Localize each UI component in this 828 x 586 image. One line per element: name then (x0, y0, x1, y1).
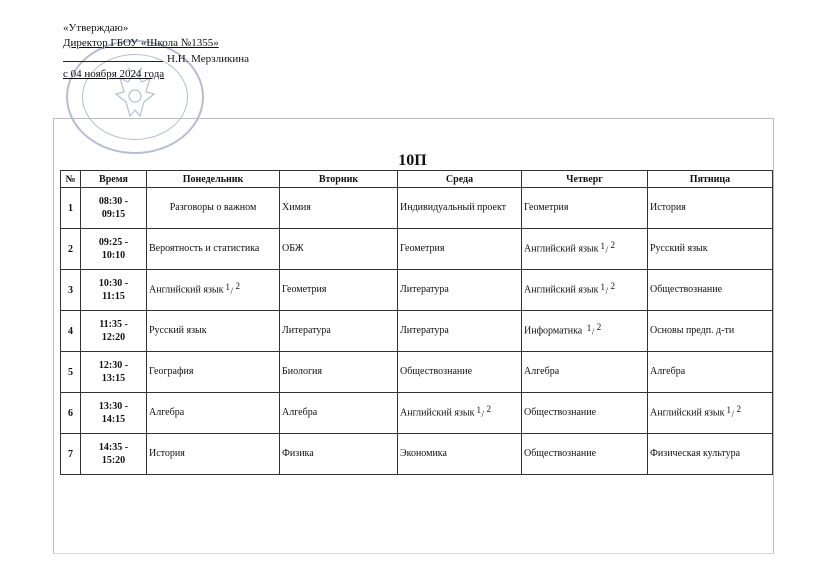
header-wednesday: Среда (398, 171, 522, 188)
wednesday-subject: Литература (398, 311, 522, 352)
monday-subject: Русский язык (147, 311, 280, 352)
table-row (61, 352, 773, 393)
fraction-denominator: 2 (486, 404, 491, 414)
approval-heading: «Утверждаю» (63, 22, 129, 34)
lesson-number: 4 (61, 311, 81, 352)
time-start: 14:35 - (98, 442, 129, 453)
monday-subject: История (147, 434, 280, 475)
half-group-mark (599, 242, 619, 256)
thursday-subject: Обществознание (522, 434, 648, 475)
header-time: Время (81, 171, 147, 188)
thursday-subject: Алгебра (522, 352, 648, 393)
lesson-number: 3 (61, 270, 81, 311)
approval-date: 04 ноября 2024 года (70, 68, 165, 80)
half-group-mark (585, 324, 605, 338)
thursday-subject: Геометрия (522, 188, 648, 229)
fraction-numerator: 1 (600, 282, 605, 292)
wednesday-subject: Литература (398, 270, 522, 311)
lesson-time (81, 352, 147, 393)
fraction-numerator: 1 (600, 241, 605, 251)
fraction-numerator: 1 (586, 323, 592, 333)
time-end: 12:20 (101, 332, 126, 343)
half-group-mark (725, 406, 745, 420)
subject-name: Английский язык (400, 407, 475, 419)
half-group-mark (224, 283, 244, 297)
half-group-mark (475, 406, 495, 420)
friday-subject: История (648, 188, 773, 229)
lesson-number: 7 (61, 434, 81, 475)
wednesday-subject: Индивидуальный проект (398, 188, 522, 229)
subject-name: Английский язык (524, 284, 599, 296)
monday-subject: Алгебра (147, 393, 280, 434)
approval-block (63, 21, 249, 82)
thursday-subject: Обществознание (522, 393, 648, 434)
friday-subject: Алгебра (648, 352, 773, 393)
subject-name: Английский язык (524, 243, 599, 255)
time-start: 09:25 - (98, 237, 129, 248)
wednesday-subject (398, 393, 522, 434)
tuesday-subject: Химия (280, 188, 398, 229)
time-end: 13:15 (101, 373, 126, 384)
fraction-denominator: 2 (596, 322, 602, 332)
friday-subject: Обществознание (648, 270, 773, 311)
half-group-mark (599, 283, 619, 297)
monday-subject (147, 270, 280, 311)
lesson-time (81, 393, 147, 434)
approval-date-row (63, 67, 249, 82)
lesson-number: 5 (61, 352, 81, 393)
header-num: № (61, 171, 81, 188)
header-row (61, 171, 773, 188)
lesson-time (81, 434, 147, 475)
table-row (61, 188, 773, 229)
table-row (61, 311, 773, 352)
lesson-time (81, 188, 147, 229)
wednesday-subject: Обществознание (398, 352, 522, 393)
table-row (61, 434, 773, 475)
lesson-time (81, 229, 147, 270)
thursday-subject (522, 270, 648, 311)
class-title: 10П (398, 152, 427, 169)
header-friday: Пятница (648, 171, 773, 188)
fraction-slash: / (591, 327, 595, 337)
header-monday: Понедельник (147, 171, 280, 188)
tuesday-subject: Геометрия (280, 270, 398, 311)
table-row (61, 393, 773, 434)
fraction-slash: / (731, 409, 735, 419)
fraction-denominator: 2 (610, 240, 615, 250)
header-thursday: Четверг (522, 171, 648, 188)
lesson-time (81, 311, 147, 352)
fraction-numerator: 1 (476, 405, 481, 415)
lesson-time (81, 270, 147, 311)
tuesday-subject: ОБЖ (280, 229, 398, 270)
time-end: 09:15 (101, 209, 126, 220)
tuesday-subject: Алгебра (280, 393, 398, 434)
lesson-number: 1 (61, 188, 81, 229)
fraction-slash: / (605, 245, 609, 255)
fraction-slash: / (605, 286, 609, 296)
time-end: 14:15 (101, 414, 126, 425)
monday-subject: Вероятность и статистика (147, 229, 280, 270)
friday-subject: Основы предп. д-ти (648, 311, 773, 352)
time-start: 11:35 - (99, 319, 128, 330)
date-prefix: с (63, 68, 68, 80)
monday-subject: Разговоры о важном (147, 188, 280, 229)
tuesday-subject: Литература (280, 311, 398, 352)
header-tuesday: Вторник (280, 171, 398, 188)
lesson-number: 2 (61, 229, 81, 270)
friday-subject (648, 393, 773, 434)
time-start: 08:30 - (98, 196, 129, 207)
time-start: 13:30 - (98, 401, 129, 412)
table-row (61, 229, 773, 270)
schedule-table (60, 170, 773, 475)
monday-subject: География (147, 352, 280, 393)
subject-name: Информатика (524, 325, 583, 337)
fraction-denominator: 2 (610, 281, 615, 291)
thursday-subject (522, 229, 648, 270)
time-end: 15:20 (101, 455, 126, 466)
lesson-number: 6 (61, 393, 81, 434)
time-end: 11:15 (102, 291, 125, 302)
director-title: Директор ГБОУ «Школа №1355» (63, 37, 219, 49)
signature-line (63, 51, 163, 62)
time-end: 10:10 (101, 250, 126, 261)
subject-name: Английский язык (650, 407, 725, 419)
signer-name: Н.Н. Мерзликина (167, 53, 250, 65)
wednesday-subject: Геометрия (398, 229, 522, 270)
tuesday-subject: Биология (280, 352, 398, 393)
friday-subject: Физическая культура (648, 434, 773, 475)
signature-row (63, 51, 249, 67)
time-start: 10:30 - (98, 278, 129, 289)
fraction-numerator: 1 (726, 405, 731, 415)
wednesday-subject: Экономика (398, 434, 522, 475)
subject-name: Английский язык (149, 284, 224, 296)
time-start: 12:30 - (98, 360, 129, 371)
fraction-numerator: 1 (225, 282, 230, 292)
table-row (61, 270, 773, 311)
thursday-subject (522, 311, 648, 352)
friday-subject: Русский язык (648, 229, 773, 270)
fraction-slash: / (481, 409, 485, 419)
tuesday-subject: Физика (280, 434, 398, 475)
fraction-denominator: 2 (235, 281, 240, 291)
fraction-slash: / (230, 286, 234, 296)
fraction-denominator: 2 (736, 404, 741, 414)
